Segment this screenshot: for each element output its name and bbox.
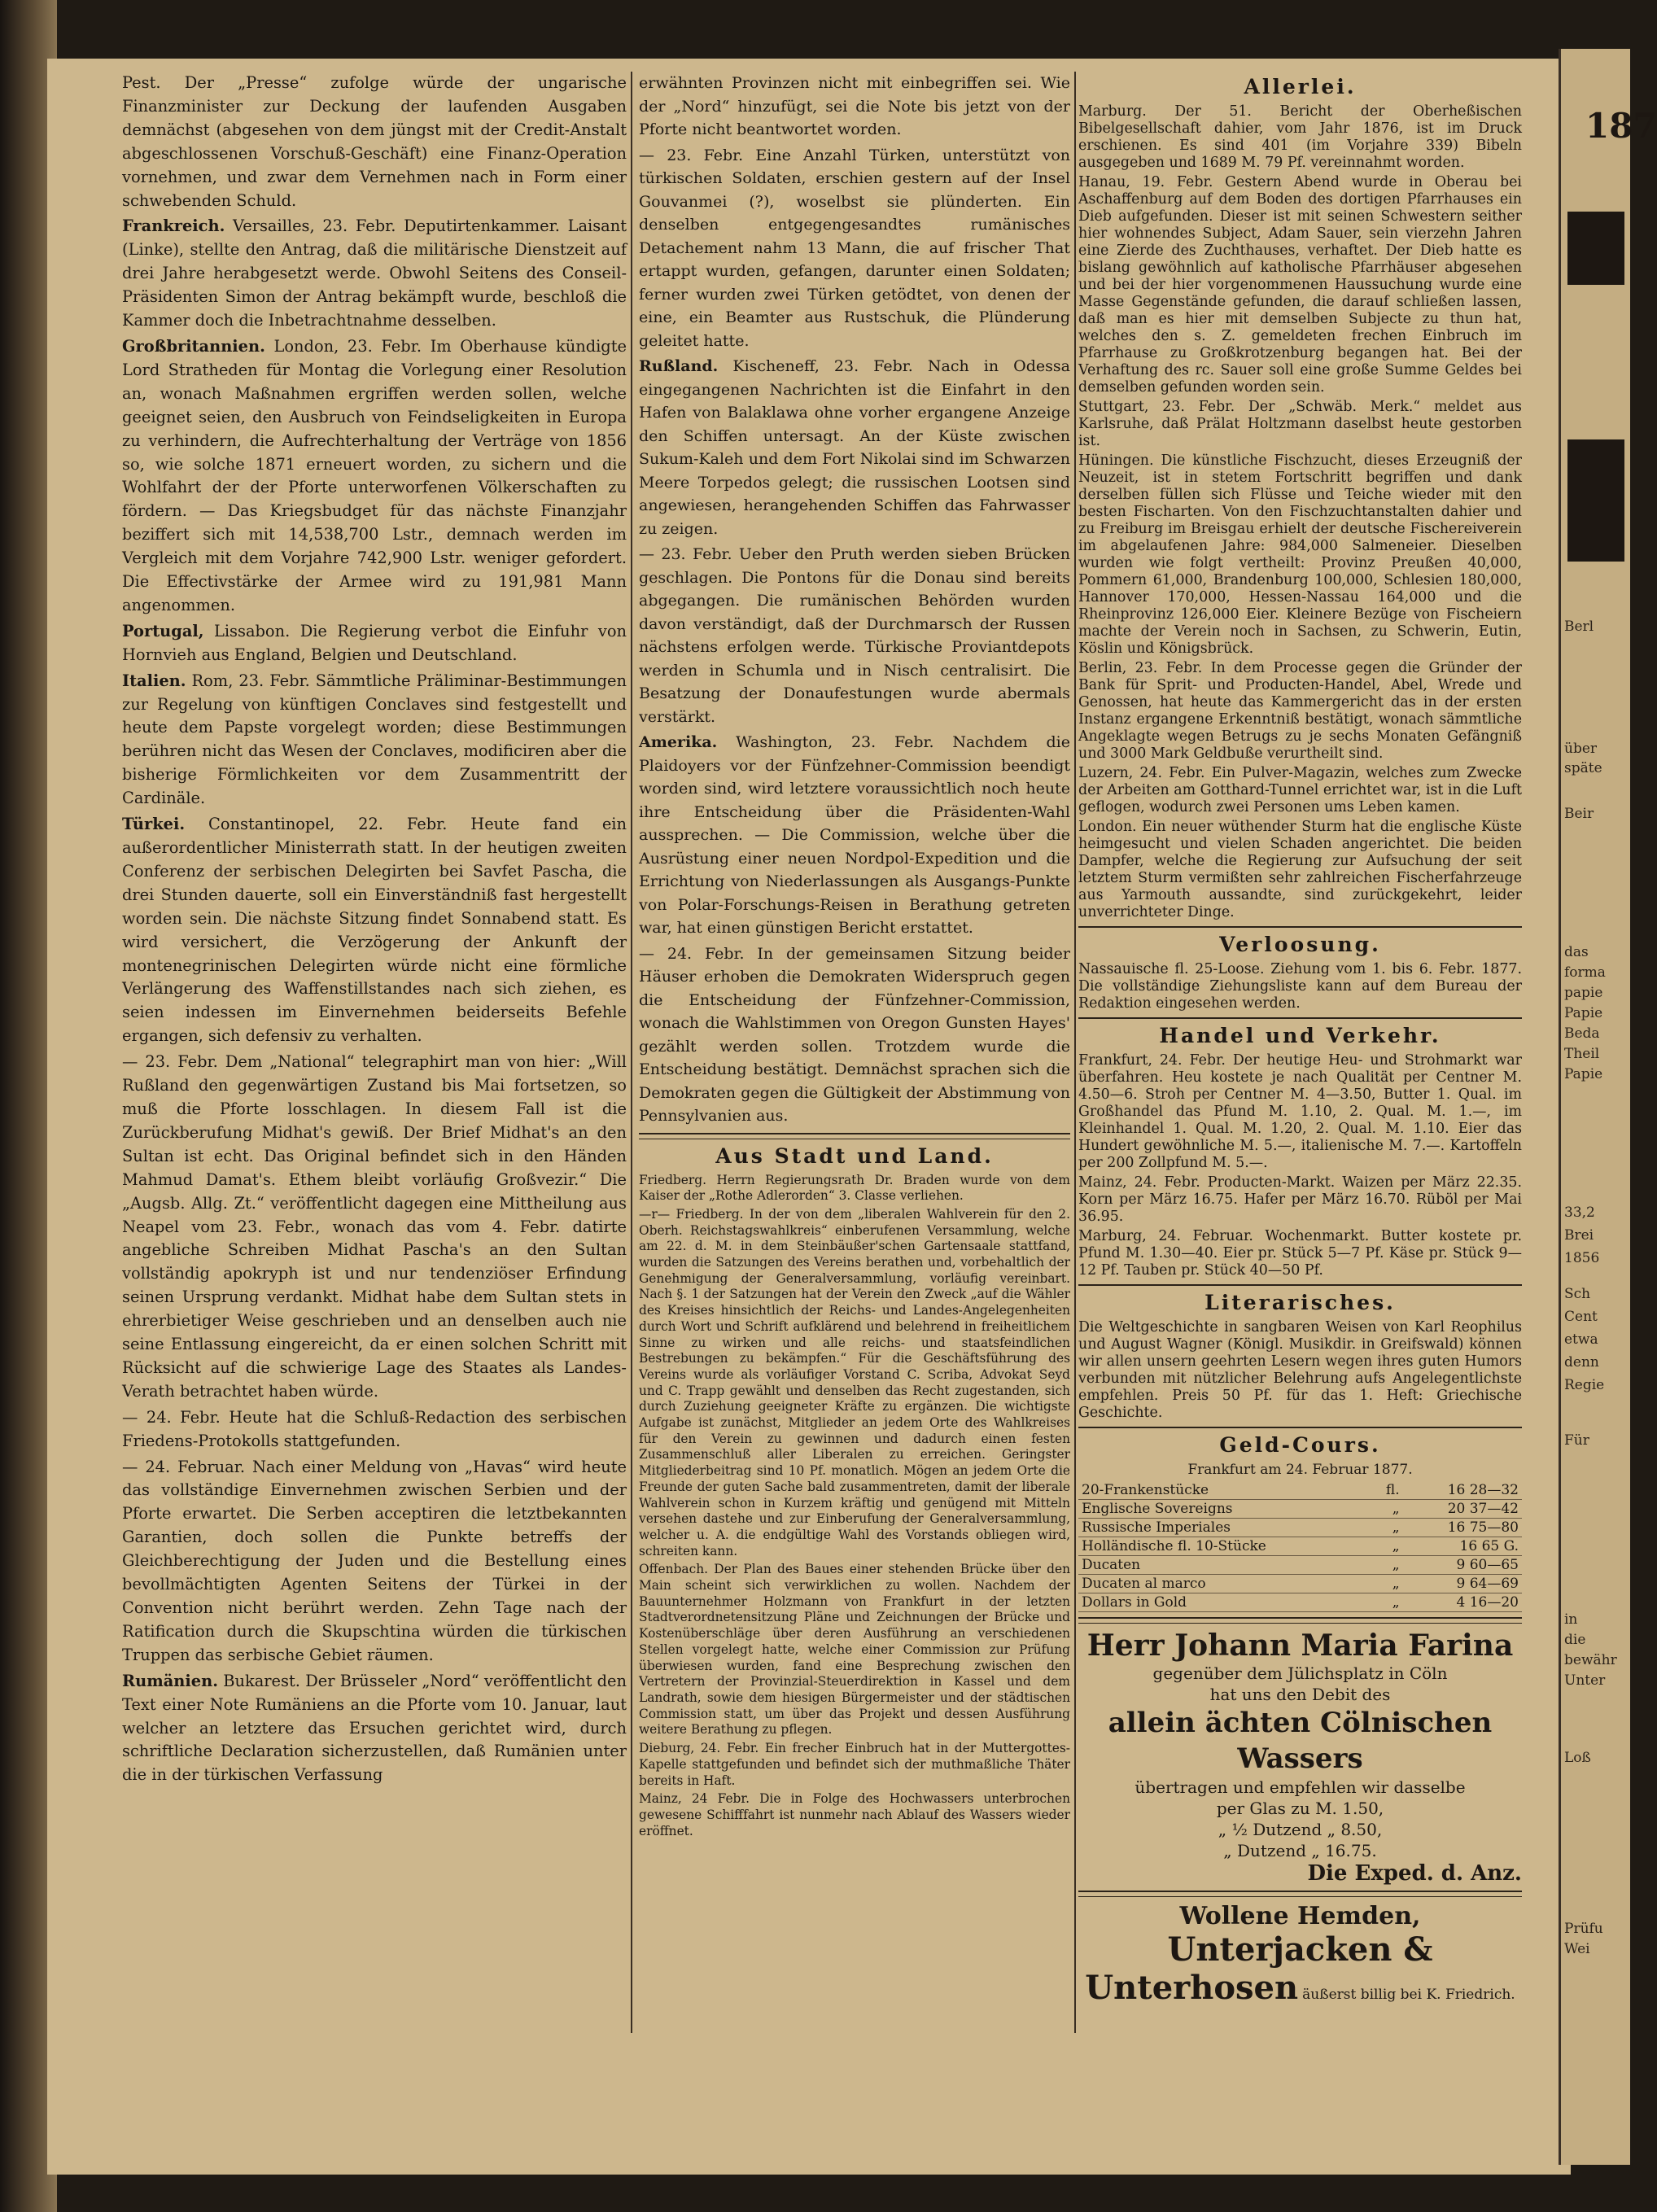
news-item: Hanau, 19. Febr. Gestern Abend wurde in Oberau bei Aschaffenburg auf dem Boden des dortigen Pfarrhauses ein Dieb aufgefunden. Dieser ist mit seinen Schwestern seither hier wohnendes Subject, Adam Sauer, sein vierzehn Jahren eine Zierde des Zuchthauses, verhaftet. Der Dieb hatte es bislang gewöhnlich auf katholische Pfarrhäuser abgesehen und bei der hier vorgenommenen Haussuchung wurde eine Masse Gegenstände gefunden, die darauf schließen lassen, daß man es hier mit demselben Subjecte zu thun hat, welches den s. Z. gemeldeten frechen Einbruch im Pfarrhause zu Großkrotzenburg begangen hat. Bei der Verhaftung des rc. Sauer soll eine große Summe Geldes bei demselben gefunden worden sein. [1078,174,1522,396]
section-divider [1078,1427,1522,1428]
section-heading-verloosung: Verloosung. [1219,933,1381,956]
exchange-row [1078,1593,1522,1612]
article-amerika-2: — 24. Febr. In der gemeinsamen Sitzung beider Häuser erhoben die Demokraten Widerspruch gegen die Entscheidung der Fünfzehner-Commission, wonach die Wahlstimmen von Oregon Gunsten Hayes' gezählt werden sollen. Trotzdem wurde die Entscheidung bestätigt. Demnächst sprachen sich die Demokraten gegen die Gültigkeit der Abstimmung von Pennsylvanien aus. [639,944,1070,1125]
text-fragment: forma [1564,964,1606,981]
article-russland-2: — 23. Febr. Ueber den Pruth werden sieben Brücken geschlagen. Die Pontons für die Donau sind bereits abgegangen. Die rumänischen Behörden wurden davon verständigt, daß der Durchmarsch der Russen nächstens erfolgen werde. Türkische Proviantdepots werden in Schumla und in Nisch centralisirt. Die Besatzung der Donaufestungen wurde abermals verstärkt. [639,545,1070,726]
ad-note: äußerst billig bei K. Friedrich. [1302,1987,1515,2003]
article-tuerkei [122,813,627,1048]
article-continuation: erwähnten Provinzen nicht mit einbegriffen sei. Wie der „Nord“ hinzufügt, sei die Note bis jetzt von der Pforte nicht beantwortet worden. [639,74,1070,138]
exchange-row [1078,1500,1522,1519]
exchange-name: Russische Imperiales [1078,1519,1372,1537]
exchange-row [1078,1575,1522,1593]
country-heading: Großbritannien. [122,336,265,356]
text-fragment: 1856 [1564,1250,1600,1266]
news-item: Marburg. Der 51. Bericht der Oberheßischen Bibelgesellschaft dahier, vom Jahr 1876, ist im Druck erschienen. Es sind 401 (im Vorjahre 339) Bibeln ausgegeben und 1689 M. 79 Pf. vereinnahmt worden. [1078,103,1522,171]
article-text: Lissabon. Die Regierung verbot die Einfuhr von Hornvieh aus England, Belgien und Deutschland. [122,621,627,664]
text-fragment: in [1564,1611,1578,1628]
exchange-name: Ducaten [1078,1556,1372,1575]
ad-price: „ ½ Dutzend „ 8.50, [1218,1820,1383,1839]
ad-price: per Glas zu M. 1.50, [1216,1799,1384,1818]
ad-line: gegenüber dem Jülichsplatz in Cöln [1152,1663,1448,1683]
news-item: London. Ein neuer wüthender Sturm hat die englische Küste heimgesucht und vielen Schaden angerichtet. Die beiden Dampfer, welche die Regierung zur Aufsuchung der seit letztem Sturm vermißten sehr zahlreichen Fischerfahrzeuge aus Yarmouth aussandte, sind zurückgekehrt, leider unverrichteter Dinge. [1078,819,1522,920]
exchange-val: 9 64—69 [1403,1575,1522,1593]
masthead-fragment [1567,439,1624,562]
news-item: Hüningen. Die künstliche Fischzucht, dieses Erzeugniß der Neuzeit, ist in stetem Fortschritt begriffen und dank derselben füllen sich Flüsse und Teiche wieder mit den besten Fischarten. Von den Fischzuchtanstalten dahier und zu Freiburg im Breisgau erhielt der deutsche Fischereiverein im abgelaufenen Jahre: 984,000 Salmeneier. Dieselben wurden wie folgt vertheilt: Provinz Preußen 40,000, Pommern 61,000, Brandenburg 100,000, Schlesien 180,000, Hannover 170,000, Hessen-Nassau 164,000 und die Rheinprovinz 126,000 Eier. Kleinere Bezüge von Fischeiern machte der Verein noch in Sachsen, zu Schwerin, Eutin, Köslin und Königsbrück. [1078,452,1522,657]
exchange-unit: fl. [1372,1481,1403,1500]
ad-headline: Unterjacken & Unterhosen [1085,1930,1433,2007]
article-pest: Pest. Der „Presse“ zufolge würde der ungarische Finanzminister zur Deckung der laufenden Ausgaben demnächst (abgesehen von dem jüngst mit der Credit-Anstalt abgeschlossenen Vorschuß-Geschäft) eine Finanz-Operation vornehmen, und zwar dem Vernehmen nach in Form einer schwebenden Schuld. [122,73,627,210]
country-heading: Italien. [122,671,186,690]
exchange-name: Holländische fl. 10-Stücke [1078,1537,1372,1556]
article-text: Kischeneff, 23. Febr. Nach in Odessa eingegangenen Nachrichten ist die Einfahrt in den Hafen von Balaklawa ohne vorher ergangene Anzeige den Schiffen untersagt. An der Küste zwischen Sukum-Kaleh und dem Fort Nikolai sind im Schwarzen Meere Torpedos gelegt; die russischen Lootsen sind angewiesen, herangehenden Schiffen das Fahrwasser zu zeigen. [639,357,1070,538]
text-fragment: Theil [1564,1046,1600,1062]
exchange-unit: „ [1372,1556,1403,1575]
local-item: Friedberg. Herrn Regierungsrath Dr. Braden wurde von dem Kaiser der „Rothe Adlerorden“ 3. Classe verliehen. [639,1172,1070,1204]
literary-item: Die Weltgeschichte in sangbaren Weisen von Karl Reophilus und August Wagner (Königl. Musikdir. in Greifswald) können wir allen unsern geehrten Lesern wegen ihres guten Humors verbunden mit nützlicher Belehrung aufs Angelegentlichste empfehlen. Preis 50 Pf. für das 1. Heft: Griechische Geschichte. [1078,1319,1522,1421]
text-fragment: das [1564,944,1589,960]
column-rule [631,72,632,2033]
text-fragment: Sch [1564,1286,1591,1302]
country-heading: Amerika. [639,733,718,751]
lottery-item: Nassauische fl. 25-Loose. Ziehung vom 1. bis 6. Febr. 1877. Die vollständige Ziehungsliste kann auf dem Bureau der Redaktion eingesehen werden. [1078,961,1522,1012]
section-divider [639,1133,1070,1139]
article-text: London, 23. Febr. Im Oberhause kündigte Lord Stratheden für Montag die Vorlegung einer Resolution an, wonach Maßnahmen ergriffen werden sollen, welche geeignet seien, den Ausbruch von Feindseligkeiten in Europa zu verhindern, die Aufrechterhaltung der Verträge von 1856 so, wie solche 1871 erneuert worden, zu sichern und die Wohlfahrt der der Pforte unterworfenen Völkerschaften zu fördern. — Das Kriegsbudget für das nächste Finanzjahr beziffert sich mit 14,538,700 Lstr., demnach werden im Vergleich mit dem Vorjahre 742,900 Lstr. weniger gefordert. Die Effectivstärke der Armee wird zu 191,981 Mann angenommen. [122,336,627,614]
market-item: Marburg, 24. Februar. Wochenmarkt. Butter kostete pr. Pfund M. 1.30—40. Eier pr. Stück 5—7 Pf. Käse pr. Stück 9—12 Pf. Tauben pr. Stück 40—50 Pf. [1078,1228,1522,1279]
exchange-val: 4 16—20 [1403,1593,1522,1612]
text-fragment: späte [1564,760,1602,776]
column-2 [639,72,1070,1842]
exchange-unit: „ [1372,1575,1403,1593]
underwear-advertisement [1078,1902,1522,2007]
text-fragment: Unter [1564,1672,1606,1689]
local-item: Mainz, 24 Febr. Die in Folge des Hochwassers unterbrochen gewesene Schifffahrt ist nunmehr nach Ablauf des Wassers wieder eröffnet. [639,1791,1070,1838]
ad-line: übertragen und empfehlen wir dasselbe [1135,1777,1466,1797]
section-heading-handel: Handel und Verkehr. [1159,1024,1441,1047]
ad-name: Herr Johann Maria Farina [1086,1628,1514,1663]
page-number: 187 [1585,106,1657,146]
exchange-val: 16 65 G. [1403,1537,1522,1556]
exchange-name: Englische Sovereigns [1078,1500,1372,1519]
article-text: Bukarest. Der Brüsseler „Nord“ veröffentlicht den Text einer Note Rumäniens an die Pforte vom 10. Januar, laut welcher an letztere das Ersuchen gerichtet wird, durch schriftliche Declaration sicherzustellen, daß Rumänien unter die in der türkischen Verfassung [122,1671,627,1785]
article-text: Washington, 23. Febr. Nachdem die Plaidoyers vor der Fünfzehner-Commission beendigt worden sind, wird letztere voraussichtlich noch heute ihre Entscheidung über die Präsidenten-Wahl aussprechen. — Die Commission, welche über die Ausrüstung einer neuen Nordpol-Expedition und die Errichtung von Niederlassungen als Ausgangs-Punkte von Polar-Forschungs-Reisen in Berathung getreten war, hat einen günstigen Bericht erstattet. [639,733,1071,937]
article-rumaenien-2: — 23. Febr. Eine Anzahl Türken, unterstützt von türkischen Soldaten, erschien gestern auf der Insel Gouvanmei (?), woselbst sie plünderten. Ein denselben entgegengesandtes rumänisches Detachement nahm 13 Mann, die auf frischer That ertappt wurden, gefangen, darunter einen Soldaten; ferner wurden zwei Türken getödtet, von denen der eine, ein Beamter aus Rustschuk, die Plünderung geleitet hatte. [639,146,1070,350]
exchange-val: 20 37—42 [1403,1500,1522,1519]
article-tuerkei-4: — 24. Februar. Nach einer Meldung von „Havas“ wird heute das vollständige Einvernehmen zwischen Serbien und der Pforte erwartet. Die Serben acceptiren die letztbekannten Garantien, doch sollen die Punkte betreffs der Gleichberechtigung der Juden und die Bestellung eines bevollmächtigten Agenten Seitens der Türkei in der Convention nicht berührt werden. Zehn Tage nach der Ratification durch die Skupschtina würden die türkischen Truppen das serbische Gebiet räumen. [122,1457,627,1664]
ad-headline: allein ächten Cölnischen Wassers [1108,1707,1493,1775]
text-fragment: Prüfu [1564,1921,1603,1937]
country-heading: Frankreich. [122,216,225,236]
text-fragment: Beda [1564,1025,1600,1042]
text-fragment: Papie [1564,1005,1603,1021]
exchange-unit: „ [1372,1593,1403,1612]
section-divider [1078,1891,1522,1897]
article-text: Rom, 23. Febr. Sämmtliche Präliminar-Bestimmungen zur Regelung von künftigen Conclaves sind festgestellt und heute dem Papste vorgelegt worden; diese Bestimmungen berühren nicht das Wesen der Conclaves, modificiren aber die bisherige Förmlichkeiten vor dem Zusammentritt der Cardinäle. [122,671,627,808]
text-fragment: bewähr [1564,1652,1617,1668]
local-item: Dieburg, 24. Febr. Ein frecher Einbruch hat in der Muttergottes-Kapelle stattgefunden und befindet sich der muthmaßliche Thäter bereits in Haft. [639,1741,1070,1788]
masthead-fragment [1567,212,1624,285]
text-fragment: Loß [1564,1750,1591,1766]
farina-advertisement [1078,1628,1522,1886]
ad-line: hat uns den Debit des [1209,1685,1391,1704]
news-item: Luzern, 24. Febr. Ein Pulver-Magazin, welches zum Zwecke der Arbeiten am Gotthard-Tunnel errichtet war, ist in die Luft geflogen, wodurch zwei Personen ums Leben kamen. [1078,765,1522,815]
section-heading-literarisches: Literarisches. [1204,1291,1396,1314]
article-tuerkei-2: — 23. Febr. Dem „National“ telegraphirt man von hier: „Will Rußland den gegenwärtigen Zustand bis Mai fortsetzen, so muß die Pforte losschlagen. In diesem Fall ist die Zurückberufung Midhat's gewiß. Der Brief Midhat's an den Sultan ist echt. Das Original befindet sich in den Händen Mahmud Damat's. Ethem bleibt vorläufig Großvezir.“ Die „Augsb. Allg. Zt.“ veröffentlicht dagegen eine Mittheilung aus Neapel vom 23. Febr., wonach das vom 4. Febr. datirte angebliche Schreiben Midhat Pascha's an den Sultan vollständig apokryph ist und nur tendenziöser Erfindung seinen Ursprung verdankt. Midhat habe dem Sultan stets in ehrerbietiger Weise geschrieben und an denselben auch nie seine Entlassung eingereicht, da er einen solchen Schritt mit Rücksicht auf die schwierige Lage des Staates als Landes-Verath betrachtet haben würde. [122,1052,627,1401]
exchange-unit: „ [1372,1500,1403,1519]
article-text: Constantinopel, 22. Febr. Heute fand ein außerordentlicher Ministerrath statt. In der heutigen zweiten Conferenz der serbischen Delegirten bei Savfet Pascha, die drei Stunden dauerte, soll ein Einverständniß fast hergestellt worden sein. Die nächste Sitzung findet Sonnabend statt. Es wird versichert, die Verzögerung der Ankunft der montenegrinischen Delegirten würde nicht eine förmliche Verlängerung des Waffenstillstandes nach sich ziehen, es seien indessen im Einvernehmen beiderseits Befehle ergangen, sich defensiv zu verhalten. [122,815,627,1046]
exchange-row [1078,1481,1522,1500]
article-amerika [639,731,1070,940]
text-fragment: über [1564,741,1598,757]
text-fragment: Berl [1564,619,1594,635]
column-3 [1078,72,1522,2007]
exchange-row [1078,1556,1522,1575]
exchange-val: 16 75—80 [1403,1519,1522,1537]
article-text: Versailles, 23. Febr. Deputirtenkammer. Laisant (Linke), stellte den Antrag, daß die militärische Dienstzeit auf drei Jahre herabgesetzt werde. Obwohl Seitens des Conseil-Präsidenten Simon der Antrag bekämpft wurde, beschloß die Kammer doch die Inbetrachtnahme desselben. [122,216,627,330]
text-fragment: Cent [1564,1309,1598,1325]
exchange-unit: „ [1372,1519,1403,1537]
text-fragment: Beir [1564,806,1594,822]
article-italien [122,670,627,811]
local-item: Offenbach. Der Plan des Baues einer stehenden Brücke über den Main scheint sich verwirklichen zu wollen. Nachdem der Bauunternehmer Holzmann von Frankfurt in der letzten Stadtverordnetensitzung Pläne und Zeichnungen der Brücke und Kostenüberschläge über deren Ausführung an verschiedenen Stellen vorgelegt hatte, welche einer Commission zur Prüfung überwiesen wurden, fand eine Besprechung zwischen den Vertretern der Provinzial-Steuerdirektion in Kassel und dem Landrath, sowie dem hiesigen Bürgermeister und der städtischen Commission statt, um über das Projekt und dessen Ausführung weitere Berathung zu pflegen. [639,1562,1070,1738]
section-heading-allerlei: Allerlei. [1244,75,1357,98]
news-item: Berlin, 23. Febr. In dem Processe gegen die Gründer der Bank für Sprit- und Producten-Handel, Abel, Wrede und Genossen, hat heute das Kammergericht das in der ersten Instanz ergangene Erkenntniß bestätigt, wonach sämmtliche Angeklagte wegen Betrugs zu je sechs Monaten Gefängniß und 3000 Mark Geldbuße verurtheilt sind. [1078,660,1522,762]
adjacent-page-fragment [1559,49,1657,2165]
section-heading-local: Aus Stadt und Land. [715,1143,994,1168]
article-frankreich [122,215,627,333]
article-russland [639,355,1070,540]
exchange-unit: „ [1372,1537,1403,1556]
country-heading: Rußland. [639,357,719,375]
country-heading: Rumänien. [122,1671,218,1690]
ad-price: „ Dutzend „ 16.75. [1223,1841,1377,1860]
section-divider [1078,1617,1522,1624]
market-item: Frankfurt, 24. Febr. Der heutige Heu- und Strohmarkt war überfahren. Heu kostete je nach Qualität per Centner M. 4.50—6. Stroh per Centner M. 4—3.50, Butter 1. Qual. im Großhandel das Pfund M. 1.10, 2. Qual. M. 1.—, im Kleinhandel 1. Qual. M. 1.20, 2. Qual. M. 1.10. Eier das Hundert gewöhnliche M. 5.—, italienische M. 7.—. Kartoffeln per 200 Zollpfund M. 5.—. [1078,1052,1522,1171]
exchange-name: 20-Frankenstücke [1078,1481,1372,1500]
text-fragment: Brei [1564,1227,1594,1244]
exchange-name: Dollars in Gold [1078,1593,1372,1612]
article-rumaenien [122,1670,627,1788]
exchange-row [1078,1519,1522,1537]
text-fragment: papie [1564,985,1603,1001]
exchange-row [1078,1537,1522,1556]
exchange-subtitle: Frankfurt am 24. Februar 1877. [1187,1462,1413,1478]
section-heading-geld: Geld-Cours. [1219,1433,1381,1457]
local-item: —r— Friedberg. In der von dem „liberalen Wahlverein für den 2. Oberh. Reichstagswahlkreis“ einberufenen Versammlung, welche am 22. d. M. in dem Steinbäußer'schen Gartensaale stattfand, wurden die Satzungen des Vereins berathen und, vorbehaltlich der Genehmigung der Generalversammlung, vorläufig vereinbart. Nach §. 1 der Satzungen hat der Verein den Zweck „auf die Wähler des Kreises hinsichtlich der Reichs- und Landes-Angelegenheiten durch Wort und Schrift aufklärend und belehrend in freiheitlichem Sinne zu wirken und alle reichs- und staatsfeindlichen Bestrebungen zu bekämpfen.“ Für die Geschäftsführung des Vereins wurde als vorläufiger Vorstand C. Scriba, Advokat Seyd und C. Trapp gewählt und denselben das Recht zugestanden, sich durch Zuziehung geeigneter Kräfte zu ergänzen. Die wichtigste Aufgabe ist zunächst, Mitglieder an jedem Orte des Wahlkreises für den Verein zu gewinnen und dadurch einen festen Zusammenschluß aller Liberalen zu erreichen. Geringster Mitgliederbeitrag sind 10 Pf. monatlich. Mögen an jedem Orte die Freunde der guten Sache bald zusammentreten, damit der liberale Wahlverein schon in Kurzem kräftig und genügend mit Mitteln versehen dastehe und zur Einberufung der Generalversammlung, welcher u. A. die endgültige Wahl des Vorstands obliegen wird, schreiten kann. [639,1206,1070,1558]
text-fragment: denn [1564,1354,1599,1370]
text-fragment: die [1564,1632,1586,1648]
section-divider [1078,1284,1522,1286]
text-fragment: Wei [1564,1941,1590,1957]
exchange-val: 9 60—65 [1403,1556,1522,1575]
section-divider [1078,926,1522,928]
text-fragment: Regie [1564,1377,1605,1393]
exchange-val: 16 28—32 [1403,1481,1522,1500]
text-fragment: Für [1564,1432,1589,1449]
country-heading: Türkei. [122,815,186,834]
local-news [639,1173,1070,1840]
column-1 [122,72,627,1790]
section-divider [1078,1017,1522,1019]
article-tuerkei-3: — 24. Febr. Heute hat die Schluß-Redaction des serbischen Friedens-Protokolls stattgefunden. [122,1407,627,1450]
article-grossbritannien [122,335,627,618]
ad-title: Wollene Hemden, [1179,1902,1421,1930]
text-fragment: 33,2 [1564,1204,1595,1221]
text-fragment: etwa [1564,1331,1598,1348]
column-rule [1074,72,1076,2033]
article-portugal [122,620,627,667]
text-fragment: Papie [1564,1066,1603,1082]
exchange-name: Ducaten al marco [1078,1575,1372,1593]
ad-signature: Die Exped. d. Anz. [1307,1861,1522,1886]
exchange-rate-table [1078,1481,1522,1612]
country-heading: Portugal, [122,621,204,640]
market-item: Mainz, 24. Febr. Producten-Markt. Waizen per März 22.35. Korn per März 16.75. Hafer per März 16.70. Rüböl per Mai 36.95. [1078,1174,1522,1225]
news-item: Stuttgart, 23. Febr. Der „Schwäb. Merk.“ meldet aus Karlsruhe, daß Prälat Holtzmann daselbst heute gestorben ist. [1078,399,1522,449]
